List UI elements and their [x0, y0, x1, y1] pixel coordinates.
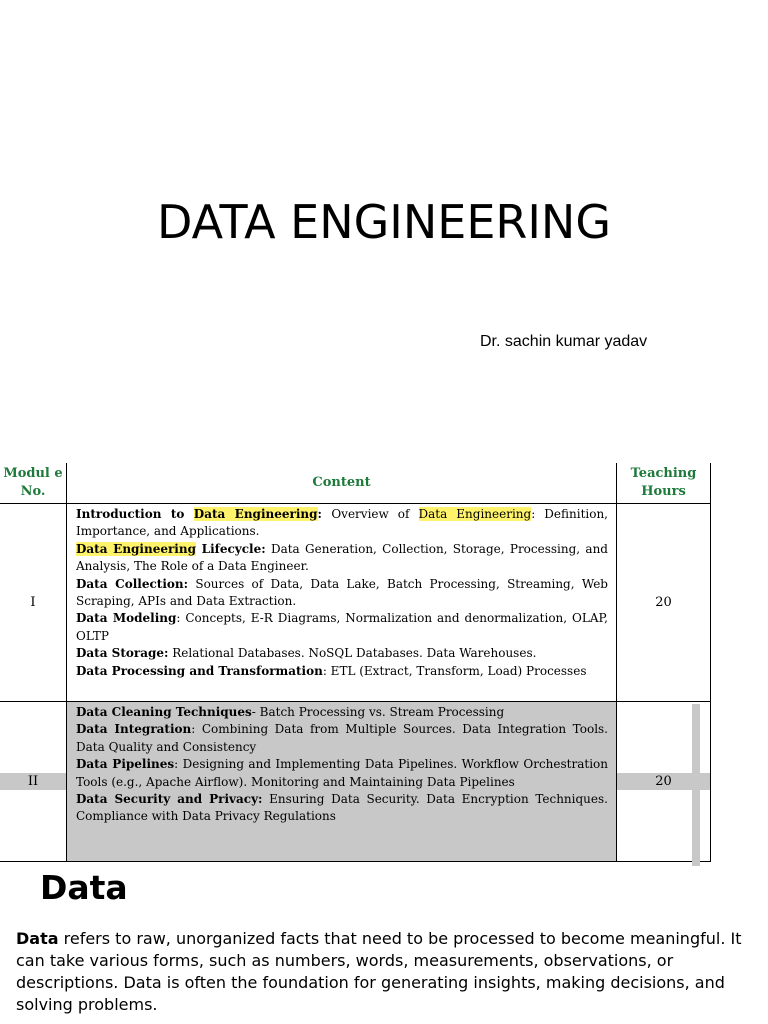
content-line: [76, 541, 608, 576]
topic-text: : Definition, Importance, and Applications.: [76, 507, 608, 539]
content-line: [76, 610, 608, 645]
topic-text: Relational Databases. NoSQL Databases. Data Warehouses.: [168, 646, 537, 661]
topic-text: - Batch Processing vs. Stream Processing: [251, 705, 505, 719]
module-number: II: [0, 773, 66, 790]
topic-title: Data Pipelines: [76, 757, 175, 772]
topic-text: Overview of: [331, 507, 419, 521]
author-name: Dr. sachin kumar yadav: [480, 333, 648, 350]
header-content: Content: [67, 463, 617, 504]
topic-text: Sources of Data, Data Lake, Batch Processing, Streaming, Web Scraping, APIs and Data Extraction.: [76, 576, 608, 609]
topic-title: Introduction to: [76, 507, 194, 521]
content-line: [76, 704, 608, 721]
topic-text: : Combining Data from Multiple Sources. Data Integration Tools. Data Quality and Consistency: [76, 722, 608, 754]
highlighted-term: Data Engineering: [76, 541, 196, 556]
topic-title: Data Cleaning Techniques: [76, 705, 252, 719]
content-line: [76, 506, 608, 541]
topic-text: Ensuring Data Security. Data Encryption Techniques. Compliance with Data Privacy Regulations: [76, 792, 608, 824]
topic-title: Data Processing and Transformation: [76, 663, 323, 678]
content-line: [76, 645, 608, 662]
module-number: I: [0, 504, 67, 702]
topic-text: Data Generation, Collection, Storage, Processing, and Analysis, The Role of a Data Engineer.: [76, 541, 608, 574]
section-heading: Data: [40, 868, 128, 907]
definition-term: Data: [16, 929, 59, 948]
table-shadow: [692, 704, 700, 866]
topic-text: : Designing and Implementing Data Pipelines. Workflow Orchestration Tools (e.g., Apache Airflow). Monitoring and Maintaining Data Pipelines: [76, 757, 608, 789]
table-row: [0, 702, 711, 862]
topic-title: Data Security and Privacy:: [76, 792, 263, 807]
module-number-cell: [0, 702, 67, 862]
definition-paragraph: [16, 928, 760, 1016]
syllabus-table: [0, 463, 711, 862]
topic-title: Data Storage:: [76, 646, 169, 661]
topic-title: Data Collection:: [76, 576, 189, 591]
topic-title: Data Integration: [76, 722, 192, 737]
table-row: [0, 504, 711, 702]
topic-title: :: [317, 507, 332, 521]
topic-title: Lifecycle:: [195, 541, 266, 556]
content-line: [76, 663, 608, 680]
topic-title: Data Modeling: [76, 611, 177, 626]
header-module-no: Modul e No.: [0, 463, 67, 504]
teaching-hours: 20: [617, 504, 711, 702]
content-line: [76, 576, 608, 611]
slide-title: DATA ENGINEERING: [157, 194, 611, 249]
table-header-row: [0, 463, 711, 504]
module-content: [67, 504, 617, 702]
highlighted-term: Data Engineering: [418, 507, 532, 521]
topic-text: : Concepts, E-R Diagrams, Normalization and denormalization, OLAP, OLTP: [76, 611, 608, 643]
highlighted-term: Data Engineering: [193, 507, 318, 521]
content-line: [76, 791, 608, 826]
header-teaching-hours: Teaching Hours: [617, 463, 711, 504]
definition-text: refers to raw, unorganized facts that need to be processed to become meaningful. It can take various forms, such as numbers, words, measurements, observations, or descriptions. Data is often the foundation for generating insights, making decisions, and solving problems.: [16, 929, 742, 1014]
content-line: [76, 721, 608, 756]
teaching-hours: 20: [617, 773, 710, 790]
module-content: [67, 702, 617, 862]
content-line: [76, 756, 608, 791]
topic-text: : ETL (Extract, Transform, Load) Processes: [322, 663, 587, 678]
